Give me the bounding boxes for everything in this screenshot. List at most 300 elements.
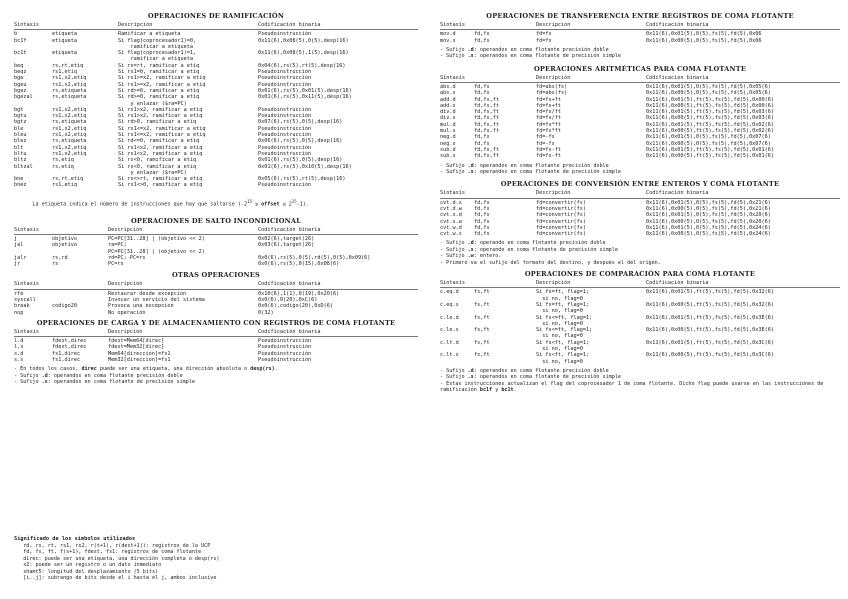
note-text: . <box>513 387 517 394</box>
cell-description: Si flag(coprocesador1)=1, <box>118 50 197 57</box>
cell-encoding: 0x11(6),0x00(5),ft(5),fs(5),fd(5),0x02(6) <box>646 128 775 135</box>
cell-mnemonic: bltz <box>14 157 27 164</box>
col-header-codificacion: Codificación binaria <box>258 22 321 28</box>
cell-mnemonic: bgtz <box>14 119 27 126</box>
cell-operands: rs1,etiq <box>52 69 77 76</box>
cell-description: Restaurar desde excepción <box>108 290 187 297</box>
cell-encoding: 0x11(6),0x01(5),ft(5),fs(5),fd(5),0x01(6) <box>646 146 775 153</box>
section-title: OPERACIONES ARITMÉTICAS PARA COMA FLOTANTE <box>533 64 747 73</box>
cell-operands: fs,ft <box>474 327 490 334</box>
cell-encoding: Pseudoinstrucción <box>258 144 312 151</box>
cell-mnemonic: bc1t <box>14 50 27 57</box>
cell-encoding: 0x11(6),0x01(5),ft(5),fs(5),fd(5),0x02(6) <box>646 121 775 128</box>
cell-mnemonic: add.s <box>440 102 456 109</box>
cell-description: si no, flag=0 <box>536 308 583 315</box>
cell-encoding: 0x11(6),0x00(5),ft(5),fs(5),fd(5),0x00(6) <box>646 102 775 109</box>
cell-description: Si fs=ft, flag=1; <box>536 289 590 296</box>
note-text: : operandos en coma flotante precisión doble <box>473 162 609 169</box>
cell-description: fd=convertir(fs) <box>536 212 586 219</box>
col-header-descripcion: Descripción <box>118 22 153 28</box>
cell-description: Invocar un servicio del sistema <box>108 297 205 303</box>
cell-encoding: 0x11(6),0x01(5),ft(5),fs(5),fd(5),0x3C(6) <box>646 339 775 346</box>
cell-encoding: 0x11(6),0x00(5),0(5),fs(5),fd(5),0x24(6) <box>646 231 771 238</box>
cell-operands: rs1,x2,etiq <box>52 113 87 120</box>
cell-description: si no, flag=0 <box>536 333 583 340</box>
cell-description: Si rs<0, ramificar a etiq <box>118 163 197 170</box>
note-bold: offset <box>261 201 280 208</box>
cell-mnemonic: bltzal <box>14 163 33 170</box>
header-divider <box>14 29 418 30</box>
cell-mnemonic: beq <box>14 62 24 69</box>
cell-mnemonic: bgeu <box>14 81 27 88</box>
cell-encoding: 0x11(6),0x00(5),ft(5),fs(5),fd(5),0x32(6) <box>646 301 775 308</box>
cell-encoding: 0x01(6),rs(5),0(5),desp(16) <box>258 157 343 164</box>
cell-operands: etiqueta <box>52 50 77 57</box>
cell-encoding: 0x06(6),rs(5),0(5),desp(16) <box>258 138 343 145</box>
cell-operands: fd,fs,ft <box>474 109 499 116</box>
section-salto <box>14 217 418 268</box>
cell-description: fd=convertir(fs) <box>536 218 586 225</box>
note-bold: .d <box>467 240 474 247</box>
symbols-list <box>14 543 418 581</box>
cell-description: fd=-fs <box>536 140 555 147</box>
cell-description: fd=fs-ft <box>536 153 561 160</box>
cell-description: PC=PC[31..28] | (objetivo << 2) <box>108 248 205 255</box>
cell-encoding: 0x10(6),1(1),0(19),0x20(6) <box>258 290 340 297</box>
section-conversion <box>440 180 840 266</box>
cell-operands: fd,fs <box>474 134 490 141</box>
cell-mnemonic: c.lt.d <box>440 339 459 346</box>
cell-description: Mem32[direccion]=fs1 <box>108 357 171 364</box>
cell-description: fd=convertir(fs) <box>536 199 586 206</box>
right-column <box>440 10 840 394</box>
cell-mnemonic: l.s <box>14 344 24 351</box>
cell-operands: fd,fs,ft <box>474 115 499 122</box>
note-text: - Sufijo <box>440 46 468 53</box>
section-ramificacion <box>14 12 418 215</box>
cell-operands: rs,etiqueta <box>52 87 87 94</box>
cell-operands: rs1,x2,etiq <box>52 125 87 132</box>
cell-description: rd=PC; PC=rs <box>108 254 146 261</box>
cell-encoding: 0x11(6),0x01(5),0(5),fs(5),fd(5),0x05(6) <box>646 84 771 90</box>
instruction-table <box>440 75 840 160</box>
cell-encoding: Pseudoinstrucción <box>258 69 312 76</box>
note-text: ≤ 2 <box>279 201 292 208</box>
col-header-codificacion: Codificación binaria <box>646 190 709 197</box>
col-header-descripcion: Descripción <box>108 226 143 233</box>
note-text: : operandos en coma flotante de precisión simple <box>473 168 621 175</box>
note-text: - Sufijo <box>14 372 42 379</box>
cell-description: Si rs1<x2, ramificar a etiq <box>118 150 203 157</box>
cell-description: Si rs1>x2, ramificar a etiq <box>118 113 203 120</box>
cell-mnemonic: bgtu <box>14 113 27 120</box>
cell-encoding: 0x11(6),0x01(5),ft(5),fs(5),fd(5),0x03(6) <box>646 109 775 116</box>
col-header-descripcion: Descripción <box>536 22 571 28</box>
col-header-sintaxis: Sintaxis <box>14 328 39 335</box>
cell-operands: fs,ft <box>474 289 490 296</box>
cell-encoding: Pseudoinstrucción <box>258 350 312 357</box>
cell-encoding: Pseudoinstrucción <box>258 357 312 364</box>
offset-note <box>14 193 418 215</box>
cell-description: Si fs<ft, flag=1; <box>536 339 590 346</box>
cell-mnemonic: j <box>14 235 18 242</box>
cell-mnemonic: jalr <box>14 254 27 261</box>
col-header-sintaxis: Sintaxis <box>14 22 39 28</box>
cell-description: Si rs1<=x2, ramificar a etiq <box>118 125 206 132</box>
cell-operands: objetivo <box>52 242 77 249</box>
cell-operands: rs <box>52 261 59 268</box>
note-bold: direc <box>81 366 97 373</box>
cell-encoding: 0x11(6),0x00(5),ft(5),fs(5),fd(5),0x01(6) <box>646 153 775 160</box>
cell-operands: fd,fs,ft <box>474 146 499 153</box>
col-header-descripcion: Descripción <box>536 280 571 287</box>
col-header-spacer <box>52 22 118 28</box>
cell-operands: rs,rd <box>52 254 68 261</box>
section-aritmeticas <box>440 65 840 176</box>
col-header-codificacion: Codificación binaria <box>258 226 321 233</box>
cell-description: fd=fs/ft <box>536 115 561 122</box>
col-header-spacer <box>52 329 108 335</box>
conv-note: - Primero va el sufijo del formato del destino, y después el del origen. <box>440 259 661 266</box>
note-bold: .d <box>41 372 48 379</box>
header-divider <box>14 289 418 290</box>
cell-encoding <box>646 359 840 365</box>
cell-mnemonic: rfe <box>14 290 24 297</box>
cell-operands: fd,fs <box>474 84 490 90</box>
cell-description: Si rs<0, ramificar a etiq <box>118 157 197 164</box>
cell-encoding: 0x07(6),rs(5),0(5),desp(16) <box>258 119 343 126</box>
cell-description: fd=fs <box>536 31 552 38</box>
cell-description: Si rs1<>0, ramificar a etiq <box>118 182 203 189</box>
col-header-descripcion: Descripción <box>108 281 143 288</box>
cell-description: si no, flag=0 <box>536 295 583 302</box>
cell-mnemonic: s.d <box>14 350 24 357</box>
col-header-codificacion: Codificación binaria <box>258 328 321 335</box>
cell-operands: fs,ft <box>474 314 490 321</box>
cell-encoding: Pseudoinstrucción <box>258 150 312 157</box>
cell-operands: fd,fs <box>474 212 490 219</box>
cell-mnemonic: c.eq.s <box>440 301 459 308</box>
cell-operands: rs1,x2,etiq <box>52 150 87 157</box>
cell-encoding: 0x0(6),0(20),0xC(6) <box>258 297 318 303</box>
cell-mnemonic: cvt.w.d <box>440 224 462 231</box>
header-divider <box>14 336 418 337</box>
note-bold: .d <box>467 46 474 53</box>
cell-operands: fd,fs <box>474 205 490 212</box>
cell-encoding: 0x11(6),0x01(5),0(5),fs(5),fd(5),0x21(6) <box>646 199 771 206</box>
cell-description: fd=abs(fs) <box>536 90 568 97</box>
cell-description: si no, flag=0 <box>536 320 583 327</box>
cell-encoding: 0x11(6),0x01(5),0(5),fs(5),fd(5),0x24(6) <box>646 224 771 231</box>
cell-encoding: 0x11(6),0x00(5),ft(5),fs(5),fd(5),0x3C(6) <box>646 352 775 359</box>
note-bold: bc1f <box>479 387 493 394</box>
note-sup: 15 <box>247 199 252 205</box>
col-header-spacer <box>474 280 536 286</box>
cell-operands: fd,fs <box>474 218 490 225</box>
col-header-codificacion: Codificación binaria <box>646 280 709 287</box>
section-title: OPERACIONES DE TRANSFERENCIA ENTRE REGISTROS DE COMA FLOTANTE <box>486 12 794 20</box>
cell-description: si no, flag=0 <box>536 358 583 365</box>
cell-encoding: 0(32) <box>258 309 274 316</box>
cell-encoding: 0x11(6),0x01(5),0(5),fs(5),fd(5),0x06 <box>646 31 762 38</box>
cell-encoding: 0x01(6),rs(5),0x01(5),desp(16) <box>258 87 352 94</box>
note-text: - Estas instrucciones actualizan el flag del coprocesador 1 de coma flotante. Dicho flag puede usarse en las instrucciones de ramificación <box>440 380 824 394</box>
note-text: y <box>492 387 502 394</box>
cell-operands: rs1,x2,etiq <box>52 144 87 151</box>
cell-encoding: 0x11(6),0x08(5),0(5),desp(16) <box>258 37 349 44</box>
cell-encoding: 0x11(6),0x00(5),0(5),fs(5),fd(5),0x07(6) <box>646 140 771 147</box>
note-text: - Sufijo <box>440 246 468 253</box>
cell-mnemonic: add.d <box>440 96 456 103</box>
cell-description: Ramificar a etiqueta <box>118 31 181 38</box>
cell-operands: fd,fs <box>474 199 490 206</box>
cell-mnemonic: break <box>14 303 30 310</box>
section-title: OPERACIONES DE SALTO INCONDICIONAL <box>130 216 302 225</box>
symbol-line: rd, rs, rt, rs1, rs2, r(t+1), r(dest+1)): registros de la UCP <box>14 543 211 549</box>
cell-mnemonic: ble <box>14 125 24 132</box>
note-text: ≤ <box>251 201 262 208</box>
cell-mnemonic: b <box>14 31 18 38</box>
col-header-sintaxis: Sintaxis <box>440 74 465 81</box>
cell-encoding: 0x01(6),rs(5),0x10(5),desp(16) <box>258 163 352 170</box>
cell-encoding: 0x11(6),0x01(5),ft(5),fs(5),fd(5),0x32(6) <box>646 289 775 296</box>
cell-encoding: Pseudoinstrucción <box>258 125 312 132</box>
note-bold: .s <box>467 246 474 253</box>
cell-mnemonic: cvt.d.s <box>440 199 462 206</box>
col-header-sintaxis: Sintaxis <box>14 281 39 288</box>
cell-description: No operación <box>108 309 146 316</box>
cell-description: Si rs1<x2, ramificar a etiq <box>118 144 203 151</box>
col-header-descripcion: Descripción <box>536 190 571 197</box>
section-title: OPERACIONES DE RAMIFICACIÓN <box>147 12 285 20</box>
note-bold: desp(rs) <box>250 366 275 373</box>
instruction-table <box>14 227 418 268</box>
cell-encoding: 0x04(6),rs(5),rt(5),desp(16) <box>258 62 346 69</box>
note-bold: .s <box>467 168 474 175</box>
cell-operands: fs1,direc <box>52 350 81 357</box>
cell-description: fdest=Mem32[direc] <box>108 344 165 351</box>
cell-description: PC=PC[31..28] | (objetivo << 2) <box>108 235 205 242</box>
cell-description: Mem64[direccion]=fs1 <box>108 350 171 357</box>
section-transferencia <box>440 12 840 60</box>
cell-encoding: Pseudoinstrucción <box>258 106 312 113</box>
cell-mnemonic: bltu <box>14 150 27 157</box>
cell-encoding: 0x0(6),rs(5),0(5),rd(5),0(5),0x09(6) <box>258 254 371 261</box>
cell-mnemonic: sub.d <box>440 146 456 153</box>
header-divider <box>440 198 840 199</box>
comp-note <box>440 381 840 394</box>
note-text: - En todos los casos, <box>14 366 82 373</box>
cell-mnemonic: c.eq.d <box>440 289 459 296</box>
col-header-sintaxis: Sintaxis <box>440 190 465 197</box>
cell-mnemonic: c.le.s <box>440 327 459 334</box>
cell-operands: objetivo <box>52 235 77 242</box>
col-header-codificacion: Codificación binaria <box>646 74 709 81</box>
note-sup: 15 <box>291 199 297 205</box>
note-text: : operandos en coma flotante precisión doble <box>473 46 609 53</box>
cell-operands: rs,etiq <box>52 163 74 170</box>
col-header-spacer <box>52 281 108 287</box>
col-header-spacer <box>474 190 536 196</box>
instruction-table <box>14 329 418 363</box>
cell-description: Si rs1<=x2, ramificar a etiq <box>118 132 206 139</box>
cell-operands: fd,fs,ft <box>474 153 499 160</box>
cell-encoding: Pseudoinstrucción <box>258 75 312 82</box>
header-divider <box>440 29 840 30</box>
cell-encoding: 0x0(6),codigo(20),0xD(6) <box>258 303 333 310</box>
cell-mnemonic: jal <box>14 242 24 249</box>
cell-description: PC=rs <box>108 261 124 268</box>
cell-encoding: 0x11(6),0x00(5),0(5),fs(5),fd(5),0x21(6) <box>646 205 771 212</box>
cell-description: Si rs=rt, ramificar a etiq <box>118 62 200 69</box>
cell-encoding: 0x11(6),0x00(5),0(5),fs(5),fd(5),0x05(6) <box>646 90 771 97</box>
cell-description: y enlazar ($ra=PC) <box>118 100 187 107</box>
note-text: -1). <box>296 201 309 208</box>
instruction-table <box>14 22 418 189</box>
cell-description: Si fs<=ft, flag=1; <box>536 327 593 334</box>
cell-mnemonic: sub.s <box>440 153 456 160</box>
col-header-spacer <box>52 227 108 233</box>
col-header-spacer <box>474 75 536 81</box>
cell-encoding: 0x11(6),0x01(5),0(5),fs(5),fd(5),0x20(6) <box>646 212 771 219</box>
note-text: : operandos en coma flotante de precisión simple <box>473 53 621 60</box>
note-bold: .w <box>467 253 474 260</box>
cell-description: Si fs<ft, flag=1; <box>536 352 590 359</box>
cell-mnemonic: bgez <box>14 87 27 94</box>
cell-mnemonic: bleu <box>14 132 27 139</box>
cell-operands: rs,etiqueta <box>52 119 87 126</box>
cell-operands: fs,ft <box>474 339 490 346</box>
carga-note <box>14 379 418 385</box>
cell-operands: etiqueta <box>52 37 77 44</box>
section-title: OPERACIONES DE CARGA Y DE ALMACENAMIENTO CON REGISTROS DE COMA FLOTANTE <box>36 318 396 327</box>
note-text: - Sufijo <box>440 240 468 247</box>
cell-encoding: 0x05(6),rs(5),rt(5),desp(16) <box>258 176 346 183</box>
cell-description: Si rd>=0, ramificar a etiq <box>118 94 200 101</box>
cell-operands: fd,fs <box>474 37 490 44</box>
note-text: : operando en coma flotante de precisión simple <box>473 246 618 253</box>
cell-mnemonic: l.d <box>14 338 24 345</box>
symbol-line: shamt5: longitud del desplazamiento (5 bits) <box>14 568 159 575</box>
cell-encoding: Pseudoinstrucción <box>258 182 312 189</box>
cell-mnemonic: mul.s <box>440 128 456 135</box>
note-text: La etiqueta indica el número de instrucciones que hay que saltarse (-2 <box>32 201 248 208</box>
cell-mnemonic: mov.s <box>440 37 456 44</box>
note-text: - Sufijo <box>440 367 468 374</box>
cell-mnemonic: c.le.d <box>440 314 459 321</box>
cell-mnemonic: cvt.s.d <box>440 212 462 219</box>
cell-operands: rs1,x2,etiq <box>52 81 87 88</box>
section-title: OPERACIONES DE COMPARACIÓN PARA COMA FLOTANTE <box>524 270 756 279</box>
note-text: : operandos en coma flotante de precisión simple <box>47 379 195 386</box>
cell-operands: fs1,direc <box>52 357 81 364</box>
cell-operands: fd,fs,ft <box>474 128 499 135</box>
cell-mnemonic: mov.d <box>440 31 456 38</box>
cell-mnemonic: s.s <box>14 357 24 364</box>
cell-description: fd=convertir(fs) <box>536 205 586 212</box>
cell-description: Provoca una excepción <box>108 303 174 310</box>
cell-description: Si rs1=0, ramificar a etiq <box>118 69 200 76</box>
cell-mnemonic: jr <box>14 261 21 268</box>
cell-encoding: 0x11(6),0x00(5),ft(5),fs(5),fd(5),0x03(6) <box>646 115 775 122</box>
cell-encoding: Pseudoinstrucción <box>258 338 312 345</box>
note-text: - Sufijo <box>14 379 42 386</box>
note-text: puede ser una etiqueta, una dirección absoluta o <box>96 366 251 373</box>
cell-description: fd=fs/ft <box>536 109 561 116</box>
header-divider <box>440 82 840 83</box>
cell-description: fd=fs*ft <box>536 128 561 135</box>
cell-mnemonic: blt <box>14 144 24 151</box>
col-header-sintaxis: Sintaxis <box>14 226 39 233</box>
cell-mnemonic: neg.d <box>440 134 456 141</box>
note-text: : operandos en coma flotante de precisión simple <box>473 374 621 381</box>
cell-operands: fd,fs,ft <box>474 102 499 109</box>
cell-encoding: 0x01(6),rs(5),0x11(5),desp(16) <box>258 94 352 101</box>
cell-encoding: 0x03(6),target(26) <box>258 242 315 249</box>
cell-mnemonic: beqz <box>14 69 27 76</box>
cell-operands: codigo20 <box>52 303 77 310</box>
cell-encoding: 0x11(6),0x01(5),0(5),fs(5),fd(5),0x07(6) <box>646 134 771 141</box>
note-text: : operandos en coma flotante precisión doble <box>473 367 609 374</box>
cell-encoding: 0x11(6),0x00(5),0(5),fs(5),fd(5),0x20(6) <box>646 218 771 225</box>
cell-operands: rs1,x2,etiq <box>52 132 87 139</box>
cell-description: fd=convertir(fs) <box>536 224 586 231</box>
cell-encoding: 0x11(6),0x00(5),ft(5),fs(5),fd(5),0x3E(6) <box>646 327 775 334</box>
cell-description: Si fs<=ft, flag=1; <box>536 314 593 321</box>
note-text: - Sufijo <box>440 168 468 175</box>
note-bold: .s <box>467 53 474 60</box>
cell-encoding: Pseudoinstrucción <box>258 31 312 38</box>
cell-description: Si rd<=0, ramificar a etiq <box>118 138 200 145</box>
note-bold: .d <box>467 162 474 169</box>
header-divider <box>440 287 840 288</box>
cell-mnemonic: abs.s <box>440 90 456 97</box>
cell-operands: etiqueta <box>52 31 77 38</box>
cell-description: y enlazar ($ra=PC) <box>118 169 187 176</box>
col-header-descripcion: Descripción <box>108 328 143 335</box>
col-header-codificacion: Codificación binaria <box>646 22 709 28</box>
cell-description: fd=fs-ft <box>536 146 561 153</box>
cell-operands: fdest,direc <box>52 338 87 345</box>
cell-operands: rs,rt,etiq <box>52 176 84 183</box>
cell-mnemonic: div.s <box>440 115 456 122</box>
cell-operands: fd,fs <box>474 90 490 97</box>
cell-operands: fd,fs <box>474 31 490 38</box>
cell-mnemonic: cvt.s.w <box>440 218 462 225</box>
cell-encoding: 0x0(6),rs(5),0(15),0x08(6) <box>258 261 340 268</box>
cell-mnemonic: cvt.d.w <box>440 205 462 212</box>
cell-encoding: 0x11(6),0x01(5),ft(5),fs(5),fd(5),0x3E(6) <box>646 314 775 321</box>
note-text: - Sufijo <box>440 162 468 169</box>
cell-description: fd=fs+ft <box>536 96 561 103</box>
cell-operands: rs1,x2,etiq <box>52 75 87 82</box>
instruction-table <box>14 281 418 315</box>
note-text: : entero. <box>473 253 502 260</box>
cell-mnemonic: nop <box>14 309 24 316</box>
note-text: : operando en coma flotante precisión doble <box>473 240 606 247</box>
cell-mnemonic: mul.d <box>440 121 456 128</box>
section-comparacion <box>440 270 840 393</box>
cell-mnemonic: cvt.w.s <box>440 231 462 238</box>
cell-description: ramificar a etiqueta <box>118 43 193 50</box>
cell-operands: rs,etiq <box>52 157 74 164</box>
cell-operands <box>52 310 108 316</box>
cell-description: fd=fs+ft <box>536 102 561 109</box>
cell-encoding: 0x11(6),0x01(5),ft(5),fs(5),fd(5),0x00(6) <box>646 96 775 103</box>
note-text: - Sufijo <box>440 53 468 60</box>
cell-description: Si rd>0, ramificar a etiq <box>118 119 197 126</box>
cell-encoding: 0x11(6),0x00(5),0(5),fs(5),fd(5),0x06 <box>646 37 762 44</box>
